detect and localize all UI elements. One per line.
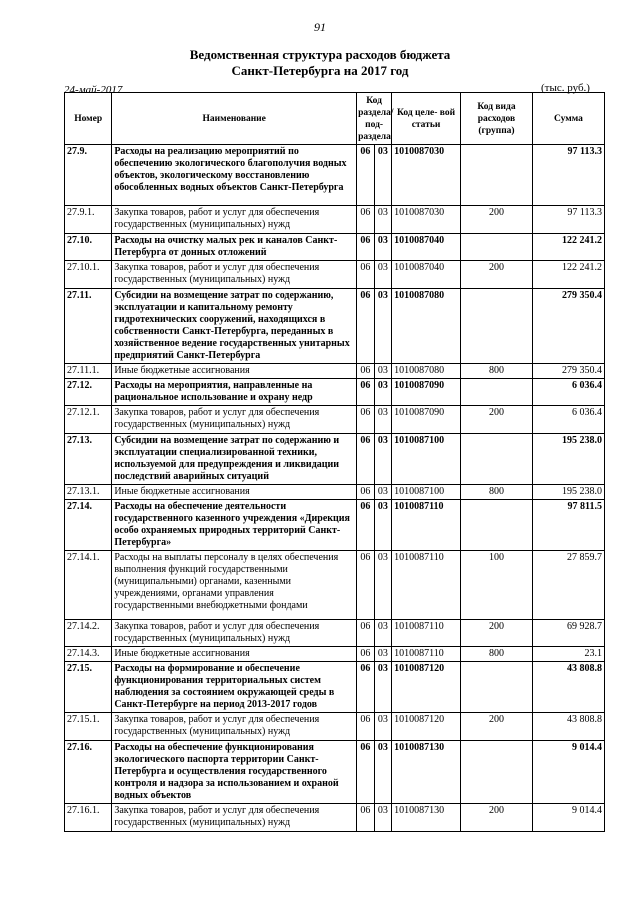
row-podrazdel: 03 — [374, 261, 392, 289]
row-vr: 800 — [460, 364, 532, 379]
row-name: Субсидии на возмещение затрат по содержанию и эксплуатации специализированной техники, используемой для предупреждения и ликвидации последствий аварийных ситуаций — [112, 434, 357, 485]
row-razdel: 06 — [357, 485, 374, 500]
row-vr — [460, 662, 532, 713]
row-razdel: 06 — [357, 804, 374, 832]
table-row — [65, 500, 605, 551]
row-razdel: 06 — [357, 647, 374, 662]
row-sum: 6 036.4 — [532, 406, 604, 434]
row-name: Расходы на мероприятия, направленные на рациональное использование и охрану недр — [112, 379, 357, 406]
row-csr: 1010087120 — [392, 662, 461, 713]
row-number: 27.16.1. — [65, 804, 112, 832]
row-csr: 1010087110 — [392, 620, 461, 647]
row-number: 27.15. — [65, 662, 112, 713]
row-sum: 43 808.8 — [532, 713, 604, 741]
row-razdel: 06 — [357, 379, 374, 406]
row-number: 27.14. — [65, 500, 112, 551]
table-row — [65, 379, 605, 406]
row-vr — [460, 289, 532, 364]
header-csr: Код целе- вой статьи — [392, 93, 461, 145]
table-row — [65, 406, 605, 434]
header-razdel: Код раздела/ под- раздела — [357, 93, 392, 145]
row-podrazdel: 03 — [374, 551, 392, 620]
title-line-2: Санкт-Петербурга на 2017 год — [231, 63, 409, 78]
row-razdel: 06 — [357, 551, 374, 620]
row-podrazdel: 03 — [374, 234, 392, 261]
row-name: Расходы на формирование и обеспечение функционирования территориальных систем наблюдения за состоянием окружающей среды в Санкт-Петербурге на период 2013-2017 годов — [112, 662, 357, 713]
row-sum: 279 350.4 — [532, 364, 604, 379]
row-podrazdel: 03 — [374, 289, 392, 364]
row-vr: 200 — [460, 406, 532, 434]
table-row — [65, 647, 605, 662]
title-line-1: Ведомственная структура расходов бюджета — [189, 47, 451, 62]
row-name: Закупка товаров, работ и услуг для обеспечения государственных (муниципальных) нужд — [112, 713, 357, 741]
row-name: Иные бюджетные ассигнования — [112, 647, 357, 662]
row-vr: 200 — [460, 261, 532, 289]
header-sum: Сумма — [532, 93, 604, 145]
row-sum: 43 808.8 — [532, 662, 604, 713]
table-row — [65, 434, 605, 485]
row-vr — [460, 500, 532, 551]
row-csr: 1010087030 — [392, 145, 461, 206]
row-number: 27.12. — [65, 379, 112, 406]
row-vr: 800 — [460, 647, 532, 662]
row-podrazdel: 03 — [374, 379, 392, 406]
row-razdel: 06 — [357, 234, 374, 261]
row-vr — [460, 434, 532, 485]
table-row — [65, 234, 605, 261]
row-number: 27.11. — [65, 289, 112, 364]
table-row — [65, 485, 605, 500]
row-number: 27.14.1. — [65, 551, 112, 620]
row-razdel: 06 — [357, 741, 374, 804]
row-name: Иные бюджетные ассигнования — [112, 485, 357, 500]
table-row — [65, 261, 605, 289]
table-row — [65, 741, 605, 804]
row-podrazdel: 03 — [374, 406, 392, 434]
row-csr: 1010087040 — [392, 261, 461, 289]
units-label: (тыс. руб.) — [541, 82, 590, 94]
row-number: 27.14.2. — [65, 620, 112, 647]
row-vr: 200 — [460, 713, 532, 741]
row-name: Закупка товаров, работ и услуг для обеспечения государственных (муниципальных) нужд — [112, 804, 357, 832]
row-razdel: 06 — [357, 434, 374, 485]
row-podrazdel: 03 — [374, 364, 392, 379]
table-row — [65, 551, 605, 620]
row-sum: 27 859.7 — [532, 551, 604, 620]
row-csr: 1010087120 — [392, 713, 461, 741]
row-csr: 1010087080 — [392, 364, 461, 379]
row-csr: 1010087130 — [392, 804, 461, 832]
table-row — [65, 145, 605, 206]
row-name: Расходы на выплаты персоналу в целях обеспечения выполнения функций государственными (муниципальными) органами, казенными учреждениями, органами управления государственными внебюджетными фондами — [112, 551, 357, 620]
row-vr — [460, 379, 532, 406]
row-name: Закупка товаров, работ и услуг для обеспечения государственных (муниципальных) нужд — [112, 406, 357, 434]
row-vr: 800 — [460, 485, 532, 500]
row-number: 27.12.1. — [65, 406, 112, 434]
row-vr: 200 — [460, 206, 532, 234]
table-row — [65, 804, 605, 832]
header-vr: Код вида расходов (группа) — [460, 93, 532, 145]
row-podrazdel: 03 — [374, 500, 392, 551]
row-sum: 97 811.5 — [532, 500, 604, 551]
row-razdel: 06 — [357, 289, 374, 364]
row-number: 27.9.1. — [65, 206, 112, 234]
row-csr: 1010087130 — [392, 741, 461, 804]
row-csr: 1010087030 — [392, 206, 461, 234]
document-date: 24-май-2017 — [64, 84, 123, 96]
row-number: 27.9. — [65, 145, 112, 206]
row-sum: 69 928.7 — [532, 620, 604, 647]
row-number: 27.10.1. — [65, 261, 112, 289]
row-number: 27.11.1. — [65, 364, 112, 379]
page-number: 91 — [314, 20, 326, 34]
row-razdel: 06 — [357, 500, 374, 551]
row-podrazdel: 03 — [374, 434, 392, 485]
row-csr: 1010087110 — [392, 551, 461, 620]
row-podrazdel: 03 — [374, 485, 392, 500]
row-name: Закупка товаров, работ и услуг для обеспечения государственных (муниципальных) нужд — [112, 620, 357, 647]
row-name: Расходы на обеспечение деятельности государственного казенного учреждения «Дирекция особо охраняемых природных территорий Санкт-Петербурга» — [112, 500, 357, 551]
row-podrazdel: 03 — [374, 804, 392, 832]
row-vr: 100 — [460, 551, 532, 620]
budget-table — [64, 92, 605, 832]
header-name: Наименование — [112, 93, 357, 145]
row-sum: 97 113.3 — [532, 145, 604, 206]
row-razdel: 06 — [357, 261, 374, 289]
row-razdel: 06 — [357, 620, 374, 647]
row-razdel: 06 — [357, 662, 374, 713]
row-number: 27.13.1. — [65, 485, 112, 500]
table-row — [65, 713, 605, 741]
row-podrazdel: 03 — [374, 206, 392, 234]
table-row — [65, 662, 605, 713]
row-name: Субсидии на возмещение затрат по содержанию, эксплуатации и капитальному ремонту гидротехнических сооружений, находящихся в собственности Санкт-Петербурга, переданных в хозяйственное ведение государственных унитарных предприятий Санкт-Петербурга — [112, 289, 357, 364]
row-csr: 1010087100 — [392, 485, 461, 500]
row-sum: 279 350.4 — [532, 289, 604, 364]
row-name: Иные бюджетные ассигнования — [112, 364, 357, 379]
row-sum: 6 036.4 — [532, 379, 604, 406]
row-csr: 1010087080 — [392, 289, 461, 364]
row-name: Закупка товаров, работ и услуг для обеспечения государственных (муниципальных) нужд — [112, 261, 357, 289]
row-podrazdel: 03 — [374, 662, 392, 713]
table-row — [65, 206, 605, 234]
table-row — [65, 364, 605, 379]
row-sum: 9 014.4 — [532, 741, 604, 804]
row-razdel: 06 — [357, 713, 374, 741]
row-vr — [460, 741, 532, 804]
row-podrazdel: 03 — [374, 647, 392, 662]
row-csr: 1010087040 — [392, 234, 461, 261]
row-vr: 200 — [460, 804, 532, 832]
row-number: 27.15.1. — [65, 713, 112, 741]
row-csr: 1010087100 — [392, 434, 461, 485]
row-name: Расходы на очистку малых рек и каналов Санкт-Петербурга от донных отложений — [112, 234, 357, 261]
document-title — [0, 47, 640, 79]
row-number: 27.14.3. — [65, 647, 112, 662]
row-vr: 200 — [460, 620, 532, 647]
row-number: 27.16. — [65, 741, 112, 804]
row-name: Расходы на обеспечение функционирования экологического паспорта территории Санкт-Петербурга и осуществления государственного контроля и надзора за использованием и охраной водных объектов — [112, 741, 357, 804]
row-number: 27.10. — [65, 234, 112, 261]
row-podrazdel: 03 — [374, 713, 392, 741]
row-sum: 122 241.2 — [532, 234, 604, 261]
row-razdel: 06 — [357, 406, 374, 434]
row-sum: 97 113.3 — [532, 206, 604, 234]
row-csr: 1010087110 — [392, 647, 461, 662]
row-vr — [460, 234, 532, 261]
row-sum: 23.1 — [532, 647, 604, 662]
row-razdel: 06 — [357, 145, 374, 206]
row-csr: 1010087090 — [392, 406, 461, 434]
row-name: Закупка товаров, работ и услуг для обеспечения государственных (муниципальных) нужд — [112, 206, 357, 234]
row-csr: 1010087090 — [392, 379, 461, 406]
header-number: Номер — [65, 93, 112, 145]
row-razdel: 06 — [357, 206, 374, 234]
row-sum: 195 238.0 — [532, 485, 604, 500]
row-razdel: 06 — [357, 364, 374, 379]
row-name: Расходы на реализацию мероприятий по обеспечению экологического благополучия водных объектов, экологическому восстановлению обособленных водных объектов Санкт-Петербурга — [112, 145, 357, 206]
table-body — [65, 145, 605, 832]
row-sum: 195 238.0 — [532, 434, 604, 485]
row-sum: 9 014.4 — [532, 804, 604, 832]
table-row — [65, 620, 605, 647]
row-vr — [460, 145, 532, 206]
row-csr: 1010087110 — [392, 500, 461, 551]
table-row — [65, 289, 605, 364]
row-podrazdel: 03 — [374, 145, 392, 206]
row-podrazdel: 03 — [374, 620, 392, 647]
row-podrazdel: 03 — [374, 741, 392, 804]
row-sum: 122 241.2 — [532, 261, 604, 289]
row-number: 27.13. — [65, 434, 112, 485]
